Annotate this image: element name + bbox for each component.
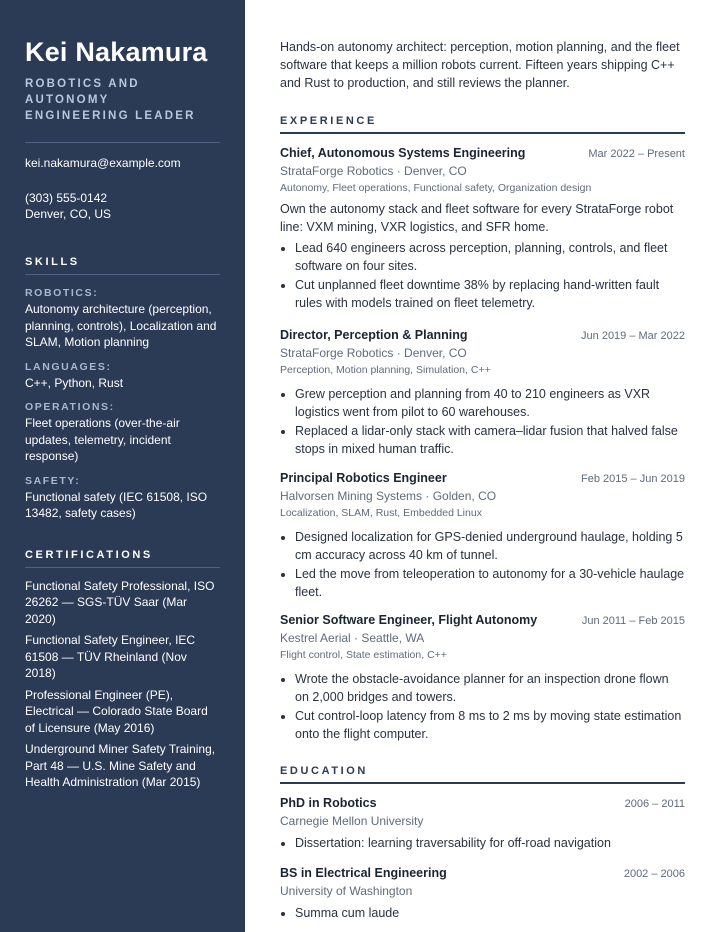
job-bullets [280, 670, 685, 743]
job-header [280, 327, 685, 345]
summary: Hands-on autonomy architect: perception, motion planning, and the fleet software that keeps a million robots current. Fifteen years shipping C++ and Rust to production, and still reviews the planner. [280, 40, 680, 90]
skill-group [25, 286, 220, 351]
skill-label: LANGUAGES: [25, 360, 112, 373]
bullet-item: • Cut control-loop latency from 8 ms to 2 ms by moving state estimation onto the flight computer. [295, 707, 685, 743]
job-tags: Flight control, State estimation, C++ [280, 649, 447, 661]
job-org: StrataForge Robotics · Denver, CO [280, 346, 467, 360]
phone: (303) 555-0142 [25, 191, 108, 205]
job-tags: Autonomy, Fleet operations, Functional safety, Organization design [280, 182, 592, 194]
certifications-heading: CERTIFICATIONS [25, 548, 153, 561]
certification-item: Professional Engineer (PE), Electrical — Colorado State Board of Licensure (May 2016) [25, 687, 208, 735]
job-description: Own the autonomy stack and fleet software for every StrataForge robot line: VXM mining, VXR logistics, and SFR home. [280, 202, 674, 234]
location: Denver, CO, US [25, 207, 112, 221]
divider [25, 142, 220, 143]
school: University of Washington [280, 884, 413, 898]
divider [25, 274, 220, 275]
certification-item: Functional Safety Professional, ISO 26262 — SGS-TÜV Saar (Mar 2020) [25, 578, 215, 626]
job-entry [280, 470, 685, 602]
job-bullets [280, 528, 685, 601]
job-dates: Jun 2019 – Mar 2022 [581, 330, 685, 342]
job-org: Kestrel Aerial · Seattle, WA [280, 631, 425, 645]
skill-group [25, 360, 220, 392]
bullet-item: • Designed localization for GPS-denied underground haulage, holding 5 cm accuracy across 40 km of tunnel. [295, 528, 685, 564]
education-dates: 2006 – 2011 [624, 798, 685, 810]
skill-text: Functional safety (IEC 61508, ISO 13482, safety cases) [25, 489, 208, 520]
job-header [280, 470, 685, 488]
skill-text: Autonomy architecture (perception, planning, controls), Localization and SLAM, Motion planning [25, 302, 217, 349]
job-dates: Feb 2015 – Jun 2019 [581, 473, 685, 485]
job-title: Director, Perception & Planning [280, 328, 468, 342]
degree: BS in Electrical Engineering [280, 866, 447, 880]
bullet-item: • Summa cum laude [295, 904, 685, 922]
bullet-item: • Lead 640 engineers across perception, planning, controls, and fleet software on four sites. [295, 239, 685, 275]
education-header [280, 865, 685, 883]
bullet-item: • Replaced a lidar-only stack with camera–lidar fusion that halved false stops in mixed human traffic. [295, 422, 685, 458]
school: Carnegie Mellon University [280, 814, 424, 828]
job-tags: Localization, SLAM, Rust, Embedded Linux [280, 507, 482, 519]
skill-group [25, 474, 220, 522]
job-bullets [280, 385, 685, 458]
job-title: Principal Robotics Engineer [280, 471, 447, 485]
title-line-2: ENGINEERING LEADER [25, 110, 196, 122]
section-divider [280, 132, 685, 134]
skill-group [25, 400, 220, 465]
education-dates: 2002 – 2006 [623, 868, 685, 880]
job-header [280, 612, 685, 630]
education-bullets [280, 904, 685, 922]
skill-label: SAFETY: [25, 474, 81, 487]
certification-item: Functional Safety Engineer, IEC 61508 — TÜV Rheinland (Nov 2018) [25, 633, 196, 680]
bullet-item: • Wrote the obstacle-avoidance planner for an inspection drone flown on 2,000 bridges and towers. [295, 670, 685, 706]
candidate-name: Kei Nakamura [25, 37, 208, 67]
job-dates: Mar 2022 – Present [588, 148, 685, 160]
sidebar [0, 0, 245, 932]
bullet-item: • Cut unplanned fleet downtime 38% by replacing hand-written fault rules with models trained on fleet telemetry. [295, 276, 685, 312]
bullet-item: • Grew perception and planning from 40 to 210 engineers as VXR logistics went from pilot to 60 warehouses. [295, 385, 685, 421]
job-header [280, 145, 685, 163]
skill-label: ROBOTICS: [25, 287, 99, 299]
skill-text: C++, Python, Rust [25, 375, 124, 390]
job-bullets [280, 239, 685, 312]
email[interactable]: kei.nakamura@example.com [25, 156, 181, 170]
job-org: StrataForge Robotics · Denver, CO [280, 164, 467, 178]
title-line-1: ROBOTICS AND AUTONOMY [25, 78, 140, 106]
job-org: Halvorsen Mining Systems · Golden, CO [280, 489, 497, 503]
job-tags: Perception, Motion planning, Simulation, C++ [280, 364, 491, 376]
job-title: Senior Software Engineer, Flight Autonomy [280, 613, 538, 627]
bullet-item: • Dissertation: learning traversability for off-road navigation [295, 834, 685, 852]
education-header [280, 795, 685, 813]
job-entry [280, 145, 685, 313]
skill-text: Fleet operations (over-the-air updates, telemetry, incident response) [25, 416, 180, 463]
education-bullets [280, 834, 685, 852]
job-dates: Jun 2011 – Feb 2015 [581, 615, 685, 627]
experience-heading: EXPERIENCE [280, 115, 377, 127]
skill-label: OPERATIONS: [25, 401, 115, 413]
education-entry [280, 795, 685, 853]
divider [25, 567, 220, 568]
education-entry [280, 865, 685, 923]
candidate-title [25, 76, 220, 124]
bullet-item: • Led the move from teleoperation to autonomy for a 30-vehicle haulage fleet. [295, 565, 685, 601]
education-heading: EDUCATION [280, 765, 368, 777]
job-entry [280, 612, 685, 744]
skills-heading: SKILLS [25, 256, 80, 268]
job-title: Chief, Autonomous Systems Engineering [280, 146, 526, 160]
degree: PhD in Robotics [280, 796, 377, 810]
job-entry [280, 327, 685, 459]
section-divider [280, 782, 685, 784]
certification-item: Underground Miner Safety Training, Part 48 — U.S. Mine Safety and Health Administration (Mar 2015) [25, 742, 216, 789]
